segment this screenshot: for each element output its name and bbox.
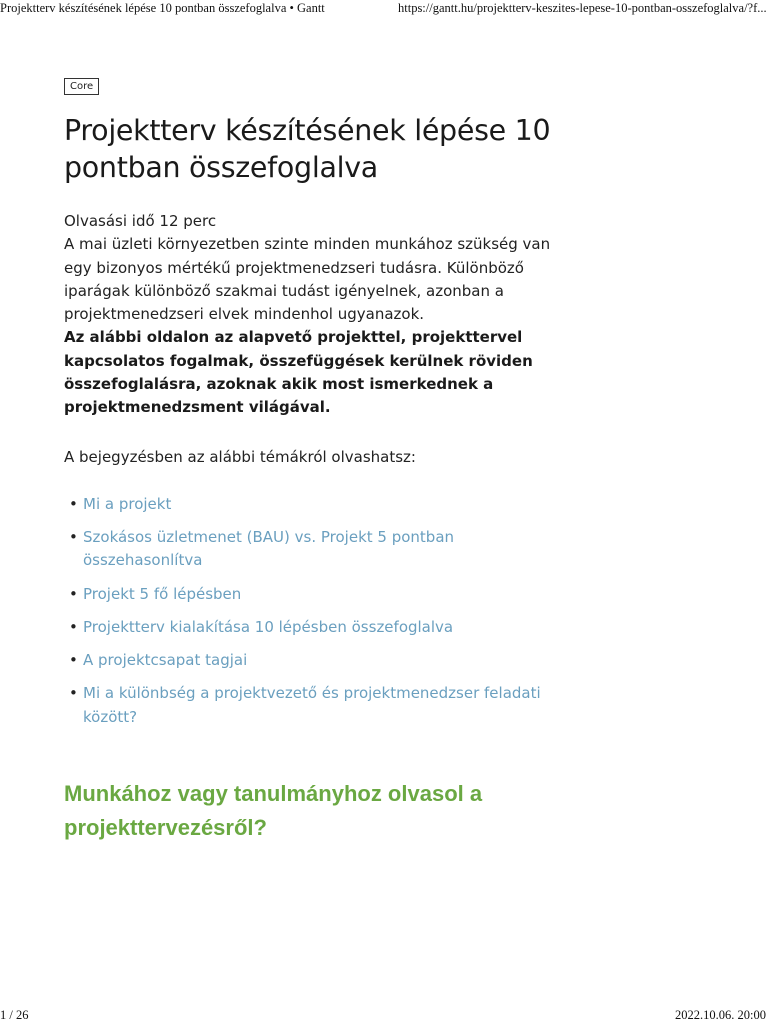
bullet-icon: • xyxy=(69,617,78,636)
bullet-icon: • xyxy=(69,684,78,703)
page-number: 1 / 26 xyxy=(0,1008,29,1022)
print-page-title: Projektterv készítésének lépése 10 pontban összefoglalva • Gantt xyxy=(0,1,325,15)
print-header xyxy=(0,0,768,18)
toc-item xyxy=(64,583,564,606)
toc-item xyxy=(64,526,564,573)
toc-item xyxy=(64,616,564,639)
toc-link-projektcsapat[interactable]: A projektcsapat tagjai xyxy=(83,651,248,670)
print-datetime: 2022.10.06. 20:00 xyxy=(675,1008,766,1022)
article-title: Projektterv készítésének lépése 10 pontban összefoglalva xyxy=(64,114,551,184)
article xyxy=(64,74,564,845)
topics-intro: A bejegyzésben az alábbi témákról olvashatsz: xyxy=(64,447,416,466)
print-url: https://gantt.hu/projektterv-keszites-lepese-10-pontban-osszefoglalva/?f... xyxy=(398,1,767,15)
toc-link-mi-a-projekt[interactable]: Mi a projekt xyxy=(83,494,172,513)
print-footer xyxy=(0,1008,768,1024)
toc-item xyxy=(64,493,564,516)
toc-link-projektterv-10-lepes[interactable]: Projektterv kialakítása 10 lépésben összefoglalva xyxy=(83,617,454,636)
toc-item xyxy=(64,649,564,672)
bullet-icon: • xyxy=(69,527,78,546)
section-heading: Munkához vagy tanulmányhoz olvasol a projekttervezésről? xyxy=(64,781,483,841)
intro-bold-paragraph: Az alábbi oldalon az alapvető projekttel, projekttervel kapcsolatos fogalmak, összefüggések kerülnek röviden összefoglalásra, azoknak akik most ismerkednek a projektmenedzsment világával. xyxy=(64,328,533,417)
bullet-icon: • xyxy=(69,651,78,670)
toc-item xyxy=(64,682,564,729)
bullet-icon: • xyxy=(69,494,78,513)
toc-link-bau-vs-projekt[interactable]: Szokásos üzletmenet (BAU) vs. Projekt 5 pontban összehasonlítva xyxy=(83,527,455,570)
intro-paragraph: A mai üzleti környezetben szinte minden munkához szükség van egy bizonyos mértékű projektmenedzseri tudásra. Különböző iparágak különböző szakmai tudást igényelnek, azonban a projektmenedzseri elvek mindenhol ugyanazok. xyxy=(64,235,551,324)
table-of-contents xyxy=(64,493,564,729)
bullet-icon: • xyxy=(69,584,78,603)
category-tag[interactable]: Core xyxy=(64,78,99,95)
toc-link-projekt-5-lepes[interactable]: Projekt 5 fő lépésben xyxy=(83,584,242,603)
toc-link-projektvezeto-vs-menedzser[interactable]: Mi a különbség a projektvezető és projektmenedzser feladati között? xyxy=(83,684,541,726)
reading-time: Olvasási idő 12 perc xyxy=(64,212,217,230)
